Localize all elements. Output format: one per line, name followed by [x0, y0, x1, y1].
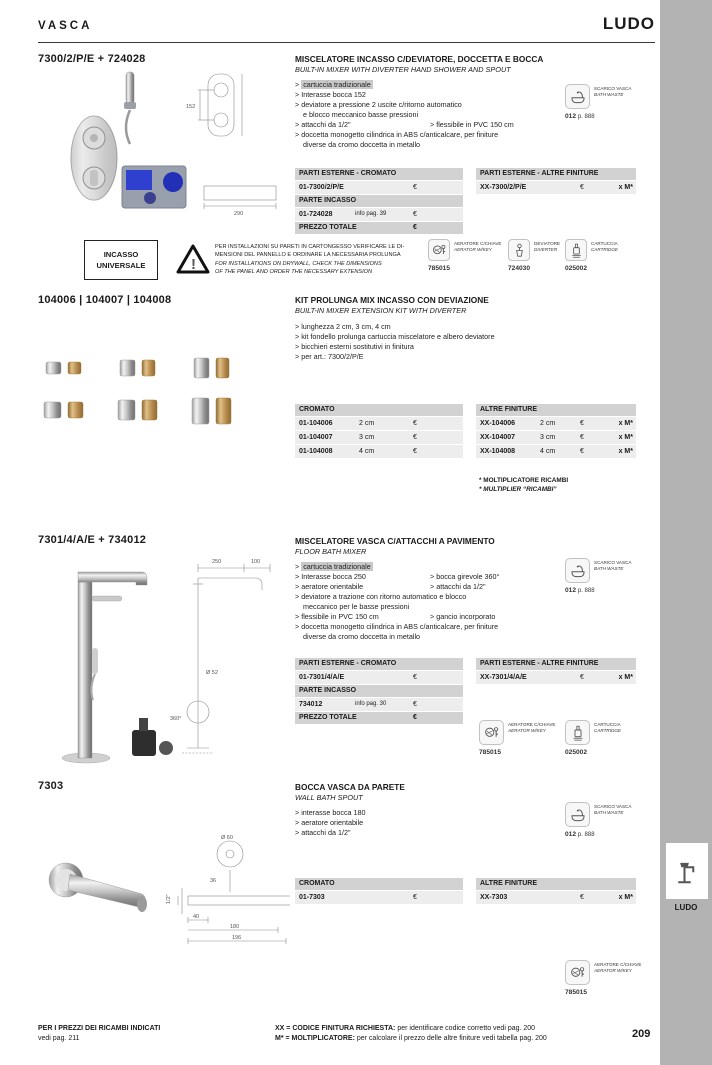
table-row: XX-104006 2 cm € x M* — [476, 417, 636, 430]
s4-table-altre-finiture — [476, 878, 636, 905]
drywall-warning-text: PER INSTALLAZIONI SU PARETI IN CARTONGESSO VERIFICARE LE DI- MENSIONI DEL PANNELLO E ORDINARE LA NECESSARIA PROLUNGA FOR INSTALLATIONS ON DRYWALL, CHECK THE DIMENSIONS OF THE PANEL AND ORDER THE NECESSARY EXTENSION — [215, 244, 405, 276]
s3-cartridge-badge: CARTUCCIA CARTRIDGE 025002 — [565, 722, 621, 756]
svg-text:100: 100 — [251, 559, 261, 565]
svg-text:40: 40 — [193, 914, 200, 920]
svg-text:250: 250 — [212, 559, 222, 565]
svg-text:Ø 52: Ø 52 — [206, 670, 218, 676]
s3-table-cromato — [295, 658, 463, 725]
s1-product-image — [38, 66, 288, 241]
s3-aerator-badge: AERATORE C/CHIAVE AERATOR W/KEY 785015 — [479, 722, 556, 756]
aerator-icon — [565, 960, 590, 985]
s4-bath-waste-badge: SCARICO VASCA BATH WASTE 012 p. 888 — [565, 804, 632, 838]
s4-subtitle: WALL BATH SPOUT — [295, 793, 363, 802]
table-row: 01-7303 € — [295, 891, 463, 904]
table-header: PARTI ESTERNE - CROMATO — [295, 658, 463, 670]
bullet-line: meccanico per le basse pressioni — [303, 602, 410, 611]
svg-text:!: ! — [191, 256, 196, 273]
table-row: XX-7300/2/P/E € x M* — [476, 181, 636, 194]
s4-table-cromato — [295, 878, 463, 905]
bullet-line: > deviatore a trazione con ritorno automatico e blocco — [295, 592, 467, 601]
s2-table-altre-finiture — [476, 404, 636, 459]
bullet-line: diverse da cromo doccetta in metallo — [303, 140, 421, 149]
bullet-line: > flessibile in PVC 150 cm > gancio incorporato — [295, 612, 496, 621]
bullet-line: > deviatore a pressione 2 uscite c/ritorno automatico — [295, 100, 462, 109]
page-number: 209 — [632, 1028, 651, 1040]
table-header: CROMATO — [295, 878, 463, 890]
side-tab-strip — [660, 0, 712, 1065]
s2-title: KIT PROLUNGA MIX INCASSO CON DEVIAZIONE — [295, 295, 489, 305]
bullet-line: > bicchieri esterni sostitutivi in finitura — [295, 342, 414, 351]
bullet-line: > per art.: 7300/2/P/E — [295, 352, 364, 361]
s2-bullets — [295, 322, 495, 362]
bath-waste-label-it: SCARICO VASCA — [594, 86, 632, 91]
s3-title: MISCELATORE VASCA C/ATTACCHI A PAVIMENTO — [295, 536, 495, 546]
bath-waste-code: 012 p. 888 — [565, 587, 595, 594]
aerator-code: 785015 — [565, 989, 588, 996]
svg-text:290: 290 — [234, 211, 244, 217]
s4-product-image — [40, 834, 290, 987]
cartridge-icon — [565, 720, 590, 745]
bullet-line: e blocco meccanico basse pressioni — [303, 110, 419, 119]
aerator-code: 785015 — [479, 749, 502, 756]
bath-waste-code: 012 p. 888 — [565, 831, 595, 838]
s2-product-image — [42, 348, 257, 453]
svg-text:Ø 60: Ø 60 — [221, 835, 233, 841]
table-total-row: PREZZO TOTALE € — [295, 712, 463, 724]
incasso-universale-box: INCASSO UNIVERSALE — [84, 240, 158, 280]
aerator-icon — [479, 720, 504, 745]
bullet-line: > doccetta monogetto cilindrica in ABS c/anticalcare, per finiture — [295, 130, 499, 139]
svg-text:360°: 360° — [170, 716, 182, 722]
table-row: 01-104007 3 cm € — [295, 431, 463, 444]
bullet-line: > attacchi da 1/2" — [295, 828, 351, 837]
bullet-line: > interasse bocca 180 — [295, 808, 366, 817]
table-row: 734012 info pag. 30 € — [295, 698, 463, 711]
svg-text:180: 180 — [230, 924, 240, 930]
side-tab-thumbnail — [666, 843, 708, 899]
bullet-line: > Interasse bocca 250 > bocca girevole 360° — [295, 572, 500, 581]
table-row: 01-7300/2/P/E € — [295, 181, 463, 194]
header-rule — [38, 42, 655, 43]
s3-bullets — [295, 562, 565, 642]
svg-text:196: 196 — [232, 935, 242, 941]
s4-bullets — [295, 808, 366, 838]
bullet-line: > cartuccia tradizionale — [295, 562, 371, 571]
s4-aerator-badge: AERATORE C/CHIAVE AERATOR W/KEY 785015 — [565, 962, 642, 996]
diverter-code: 724030 — [508, 265, 531, 272]
table-header: PARTI ESTERNE - ALTRE FINITURE — [476, 168, 636, 180]
bullet-line: > kit fondello prolunga cartuccia miscelatore e albero deviatore — [295, 332, 495, 341]
faucet-icon — [672, 851, 702, 891]
s3-product-code: 7301/4/A/E + 734012 — [38, 534, 147, 546]
page-header-brand: LUDO — [602, 14, 655, 33]
table-total-row: PREZZO TOTALE € — [295, 222, 463, 234]
cartridge-icon — [565, 239, 587, 261]
bath-waste-icon — [565, 558, 590, 583]
aerator-icon — [428, 239, 450, 261]
cartridge-code: 025002 — [565, 749, 588, 756]
svg-text:1/2": 1/2" — [166, 894, 172, 904]
table-header: PARTE INCASSO — [295, 195, 463, 207]
bath-waste-code: 012 p. 888 — [565, 113, 595, 120]
bullet-line: > lunghezza 2 cm, 3 cm, 4 cm — [295, 322, 391, 331]
table-header: ALTRE FINITURE — [476, 878, 636, 890]
multiplier-note: * MOLTIPLICATORE RICAMBI * MULTIPLIER “RICAMBI” — [479, 477, 569, 494]
page-header-category: VASCA — [38, 20, 93, 32]
bath-waste-icon — [565, 84, 590, 109]
footer-spareparts-note: PER I PREZZI DEI RICAMBI INDICATI vedi pag. 211 — [38, 1025, 161, 1042]
s1-product-code: 7300/2/P/E + 724028 — [38, 53, 146, 65]
table-row: 01-104006 2 cm € — [295, 417, 463, 430]
table-header: ALTRE FINITURE — [476, 404, 636, 416]
bath-waste-icon — [565, 802, 590, 827]
s2-table-cromato — [295, 404, 463, 459]
cartridge-code: 025002 — [565, 265, 588, 272]
bullet-line: > doccetta monogetto cilindrica in ABS c/anticalcare, per finiture — [295, 622, 499, 631]
s3-product-image — [48, 552, 285, 772]
s1-bullets — [295, 80, 565, 150]
bath-waste-label-en: BATH WASTE — [594, 92, 624, 98]
side-tab-label: LUDO — [674, 903, 698, 912]
table-row: XX-104008 4 cm € x M* — [476, 445, 636, 458]
table-row: XX-104007 3 cm € x M* — [476, 431, 636, 444]
s1-subtitle: BUILT-IN MIXER WITH DIVERTER HAND SHOWER AND SPOUT — [295, 65, 511, 74]
s3-bath-waste-badge: SCARICO VASCA BATH WASTE 012 p. 888 — [565, 560, 632, 594]
table-row: XX-7303 € x M* — [476, 891, 636, 904]
s1-cartridge-badge: CARTUCCIA CARTRIDGE 025002 — [565, 241, 618, 272]
table-row: 01-104008 4 cm € — [295, 445, 463, 458]
bullet-line: > aeratore orientabile — [295, 818, 364, 827]
svg-text:152: 152 — [186, 104, 196, 110]
svg-text:36: 36 — [210, 878, 217, 884]
table-header: PARTI ESTERNE - CROMATO — [295, 168, 463, 180]
s1-bath-waste-badge — [565, 84, 632, 120]
table-header: CROMATO — [295, 404, 463, 416]
table-header: PARTI ESTERNE - ALTRE FINITURE — [476, 658, 636, 670]
warning-icon — [176, 244, 210, 279]
bullet-line: > attacchi da 1/2" > flessibile in PVC 150 cm — [295, 120, 514, 129]
bullet-line: diverse da cromo doccetta in metallo — [303, 632, 421, 641]
table-row: 01-7301/4/A/E € — [295, 671, 463, 684]
s4-title: BOCCA VASCA DA PARETE — [295, 782, 405, 792]
s3-subtitle: FLOOR BATH MIXER — [295, 547, 367, 556]
table-header: PARTE INCASSO — [295, 685, 463, 697]
bullet-line: > Interasse bocca 152 — [295, 90, 366, 99]
s4-product-code: 7303 — [38, 780, 64, 792]
s3-table-altre-finiture — [476, 658, 636, 685]
s1-table-cromato — [295, 168, 463, 235]
s1-table-altre-finiture — [476, 168, 636, 195]
diverter-icon — [508, 239, 530, 261]
s1-title: MISCELATORE INCASSO C/DEVIATORE, DOCCETTA E BOCCA — [295, 54, 544, 64]
aerator-code: 785015 — [428, 265, 451, 272]
bullet-line: > aeratore orientabile > attacchi da 1/2" — [295, 582, 486, 591]
bullet-line: > cartuccia tradizionale — [295, 80, 371, 89]
table-row: XX-7301/4/A/E € x M* — [476, 671, 636, 684]
s1-diverter-badge: DEVIATORE DIVERTER 724030 — [508, 241, 561, 272]
s2-subtitle: BUILT-IN MIXER EXTENSION KIT WITH DIVERTER — [295, 306, 467, 315]
table-row: 01-724028 info pag. 39 € — [295, 208, 463, 221]
s1-aerator-badge: AERATORE C/CHIAVE AERATOR W/KEY 785015 — [428, 241, 502, 272]
footer-codes-note: XX = CODICE FINITURA RICHIESTA: per identificare codice corretto vedi pag. 200 M* = MOLTIPLICATORE: per calcolare il prezzo delle altre finiture vedi tabella pag. 200 — [275, 1025, 547, 1042]
s2-product-code: 104006 | 104007 | 104008 — [38, 294, 172, 306]
